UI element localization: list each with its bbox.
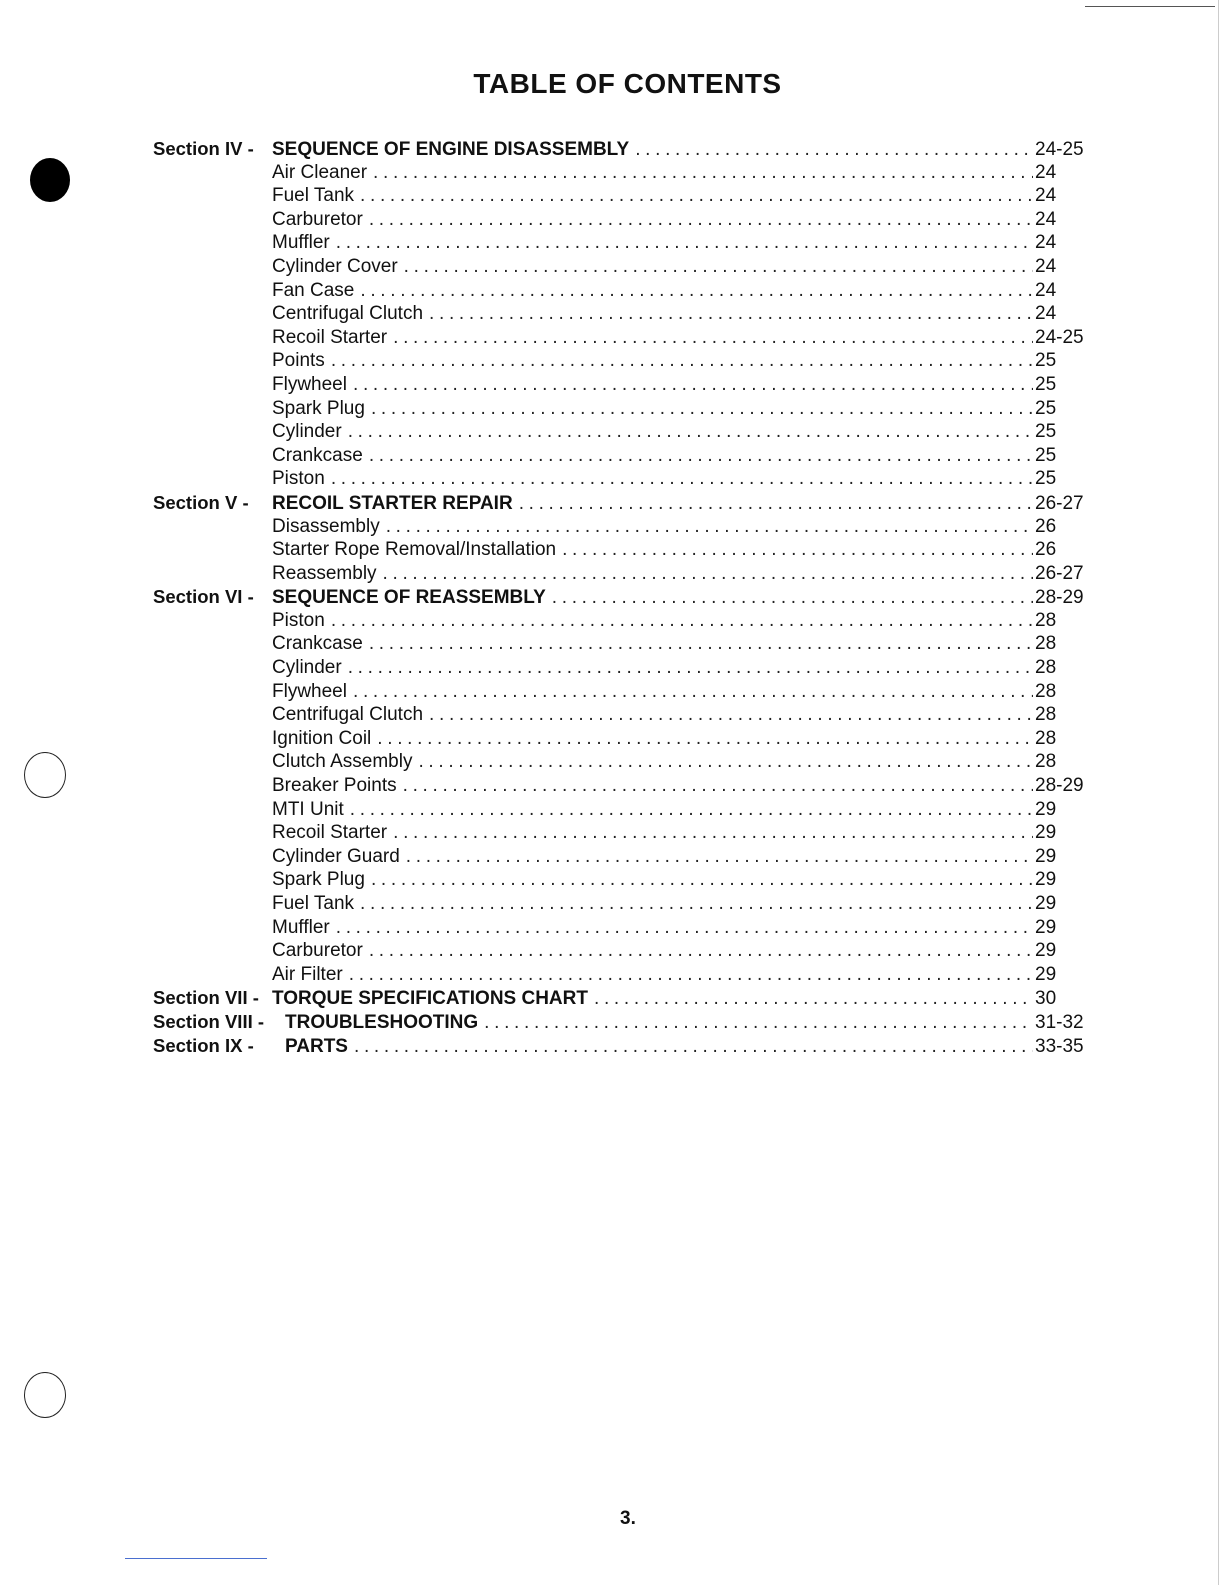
entry-title: Starter Rope Removal/Installation [272,539,557,561]
entry-page: 29 [1035,798,1057,820]
dot-leader [383,563,1033,585]
entry-page: 24-25 [1035,326,1084,348]
entry-title: RECOIL STARTER REPAIR [272,492,513,514]
toc-entry-row [153,350,1088,374]
entry-title: TORQUE SPECIFICATIONS CHART [272,988,588,1010]
entry-page: 28 [1035,633,1057,655]
entry-page: 24 [1035,208,1057,230]
entry-title: Fan Case [272,279,355,301]
entry-title: Clutch Assembly [272,751,413,773]
entry-page: 24 [1035,185,1057,207]
toc-entry-row [153,633,1088,657]
toc-section-row [153,1035,1088,1059]
entry-title: SEQUENCE OF ENGINE DISASSEMBLY [272,139,630,160]
entry-title: Cylinder Cover [272,255,398,277]
section-label: Section VI - [153,586,254,608]
entry-page: 24 [1035,232,1057,254]
entry-title: Crankcase [272,444,363,466]
dot-leader [519,493,1033,515]
dot-leader [354,1036,1033,1058]
dot-leader [635,139,1033,161]
entry-title: Flywheel [272,680,347,702]
entry-page: 24 [1035,279,1057,301]
dot-leader [429,303,1033,325]
entry-page: 28 [1035,727,1057,749]
entry-title: Cylinder [272,421,342,443]
toc-entry-row [153,374,1088,398]
entry-page: 25 [1035,373,1057,395]
section-label: Section IX - [153,1034,254,1056]
toc-entry-row [153,799,1088,823]
toc-entry-row [153,303,1088,327]
dot-leader [369,445,1033,467]
entry-page: 25 [1035,444,1057,466]
toc-entry-row [153,964,1088,988]
entry-page: 28 [1035,704,1057,726]
page-number: 3. [620,1508,636,1529]
entry-title: Muffler [272,916,330,938]
toc-entry-row [153,775,1088,799]
entry-title: Recoil Starter [272,326,388,348]
toc-entry-row [153,232,1088,256]
toc-entry-row [153,940,1088,964]
table-of-contents [153,138,1088,1058]
dot-leader [360,893,1033,915]
dot-leader [369,209,1033,231]
entry-page: 28 [1035,751,1057,773]
punch-hole-filled [30,158,70,202]
entry-title: Piston [272,468,325,490]
toc-entry-row [153,728,1088,752]
entry-title: PARTS [285,1035,348,1057]
scan-mark [125,1558,267,1559]
entry-page: 33-35 [1035,1035,1084,1057]
entry-page: 28-29 [1035,775,1084,797]
entry-title: MTI Unit [272,798,344,820]
punch-hole [24,752,66,798]
toc-entry-row [153,421,1088,445]
dot-leader [336,917,1033,939]
dot-leader [360,280,1033,302]
dot-leader [484,1012,1033,1034]
entry-title: Centrifugal Clutch [272,704,424,726]
page-title: TABLE OF CONTENTS [473,68,782,99]
entry-page: 29 [1035,940,1057,962]
entry-page: 28 [1035,657,1057,679]
toc-entry-row [153,681,1088,705]
toc-entry-row [153,846,1088,870]
entry-title: Muffler [272,232,330,254]
toc-entry-row [153,704,1088,728]
dot-leader [393,327,1033,349]
toc-entry-row [153,563,1088,587]
toc-entry-row [153,162,1088,186]
entry-title: Spark Plug [272,397,365,419]
entry-title: Crankcase [272,633,363,655]
entry-page: 24 [1035,161,1057,183]
entry-title: Points [272,350,325,372]
toc-entry-row [153,539,1088,563]
dot-leader [373,162,1033,184]
entry-title: Air Filter [272,963,343,985]
entry-title: Piston [272,609,325,631]
page-edge [1218,0,1219,1585]
entry-title: Air Cleaner [272,161,368,183]
toc-entry-row [153,516,1088,540]
entry-title: Disassembly [272,515,380,537]
entry-title: Reassembly [272,562,377,584]
dot-leader [552,587,1033,609]
entry-title: Cylinder [272,657,342,679]
dot-leader [348,421,1033,443]
section-label: Section IV - [153,138,254,159]
dot-leader [371,398,1033,420]
entry-page: 26-27 [1035,562,1084,584]
entry-page: 28 [1035,680,1057,702]
entry-title: Recoil Starter [272,822,388,844]
entry-page: 29 [1035,822,1057,844]
entry-title: Spark Plug [272,869,365,891]
entry-page: 26-27 [1035,492,1084,514]
dot-leader [349,964,1033,986]
entry-page: 29 [1035,916,1057,938]
toc-entry-row [153,445,1088,469]
entry-title: Flywheel [272,373,347,395]
entry-page: 25 [1035,397,1057,419]
scan-mark [1085,6,1215,7]
dot-leader [594,988,1033,1010]
entry-page: 24-25 [1035,139,1084,160]
toc-entry-row [153,398,1088,422]
entry-title: TROUBLESHOOTING [285,1011,479,1033]
entry-page: 31-32 [1035,1011,1084,1033]
punch-hole [24,1372,66,1418]
toc-entry-row [153,893,1088,917]
dot-leader [393,822,1033,844]
toc-section-row [153,987,1088,1011]
dot-leader [371,869,1033,891]
section-label: Section V - [153,491,249,513]
toc-entry-row [153,917,1088,941]
entry-title: Cylinder Guard [272,845,400,867]
entry-title: Carburetor [272,940,363,962]
entry-page: 30 [1035,988,1057,1010]
entry-page: 29 [1035,869,1057,891]
toc-section-row [153,138,1088,162]
entry-page: 28 [1035,609,1057,631]
dot-leader [353,681,1033,703]
dot-leader [369,633,1033,655]
dot-leader [360,185,1033,207]
dot-leader [418,751,1033,773]
dot-leader [348,657,1033,679]
dot-leader [386,516,1033,538]
entry-page: 24 [1035,303,1057,325]
toc-entry-row [153,209,1088,233]
entry-page: 25 [1035,468,1057,490]
dot-leader [403,775,1033,797]
toc-section-row [153,1011,1088,1035]
dot-leader [562,539,1033,561]
toc-entry-row [153,327,1088,351]
dot-leader [377,728,1033,750]
toc-entry-row [153,869,1088,893]
toc-entry-row [153,822,1088,846]
dot-leader [331,610,1033,632]
entry-page: 29 [1035,845,1057,867]
toc-entry-row [153,468,1088,492]
entry-title: Fuel Tank [272,185,355,207]
dot-leader [336,232,1033,254]
toc-entry-row [153,657,1088,681]
dot-leader [369,940,1033,962]
entry-page: 26 [1035,539,1057,561]
entry-page: 24 [1035,255,1057,277]
entry-title: Carburetor [272,208,363,230]
dot-leader [353,374,1033,396]
dot-leader [429,704,1033,726]
dot-leader [406,846,1033,868]
toc-section-row [153,586,1088,610]
toc-entry-row [153,256,1088,280]
section-label: Section VII - [153,987,259,1009]
entry-page: 25 [1035,350,1057,372]
entry-page: 25 [1035,421,1057,443]
toc-entry-row [153,185,1088,209]
entry-page: 29 [1035,893,1057,914]
entry-page: 29 [1035,963,1057,985]
entry-page: 26 [1035,515,1057,537]
toc-entry-row [153,610,1088,634]
dot-leader [331,468,1033,490]
entry-title: Centrifugal Clutch [272,303,424,325]
toc-entry-row [153,751,1088,775]
dot-leader [350,799,1033,821]
entry-title: SEQUENCE OF REASSEMBLY [272,587,546,609]
entry-title: Fuel Tank [272,893,355,914]
entry-title: Ignition Coil [272,727,372,749]
dot-leader [331,350,1033,372]
entry-page: 28-29 [1035,587,1084,609]
dot-leader [404,256,1033,278]
section-label: Section VIII - [153,1010,265,1032]
entry-title: Breaker Points [272,775,397,797]
toc-entry-row [153,280,1088,304]
toc-section-row [153,492,1088,516]
